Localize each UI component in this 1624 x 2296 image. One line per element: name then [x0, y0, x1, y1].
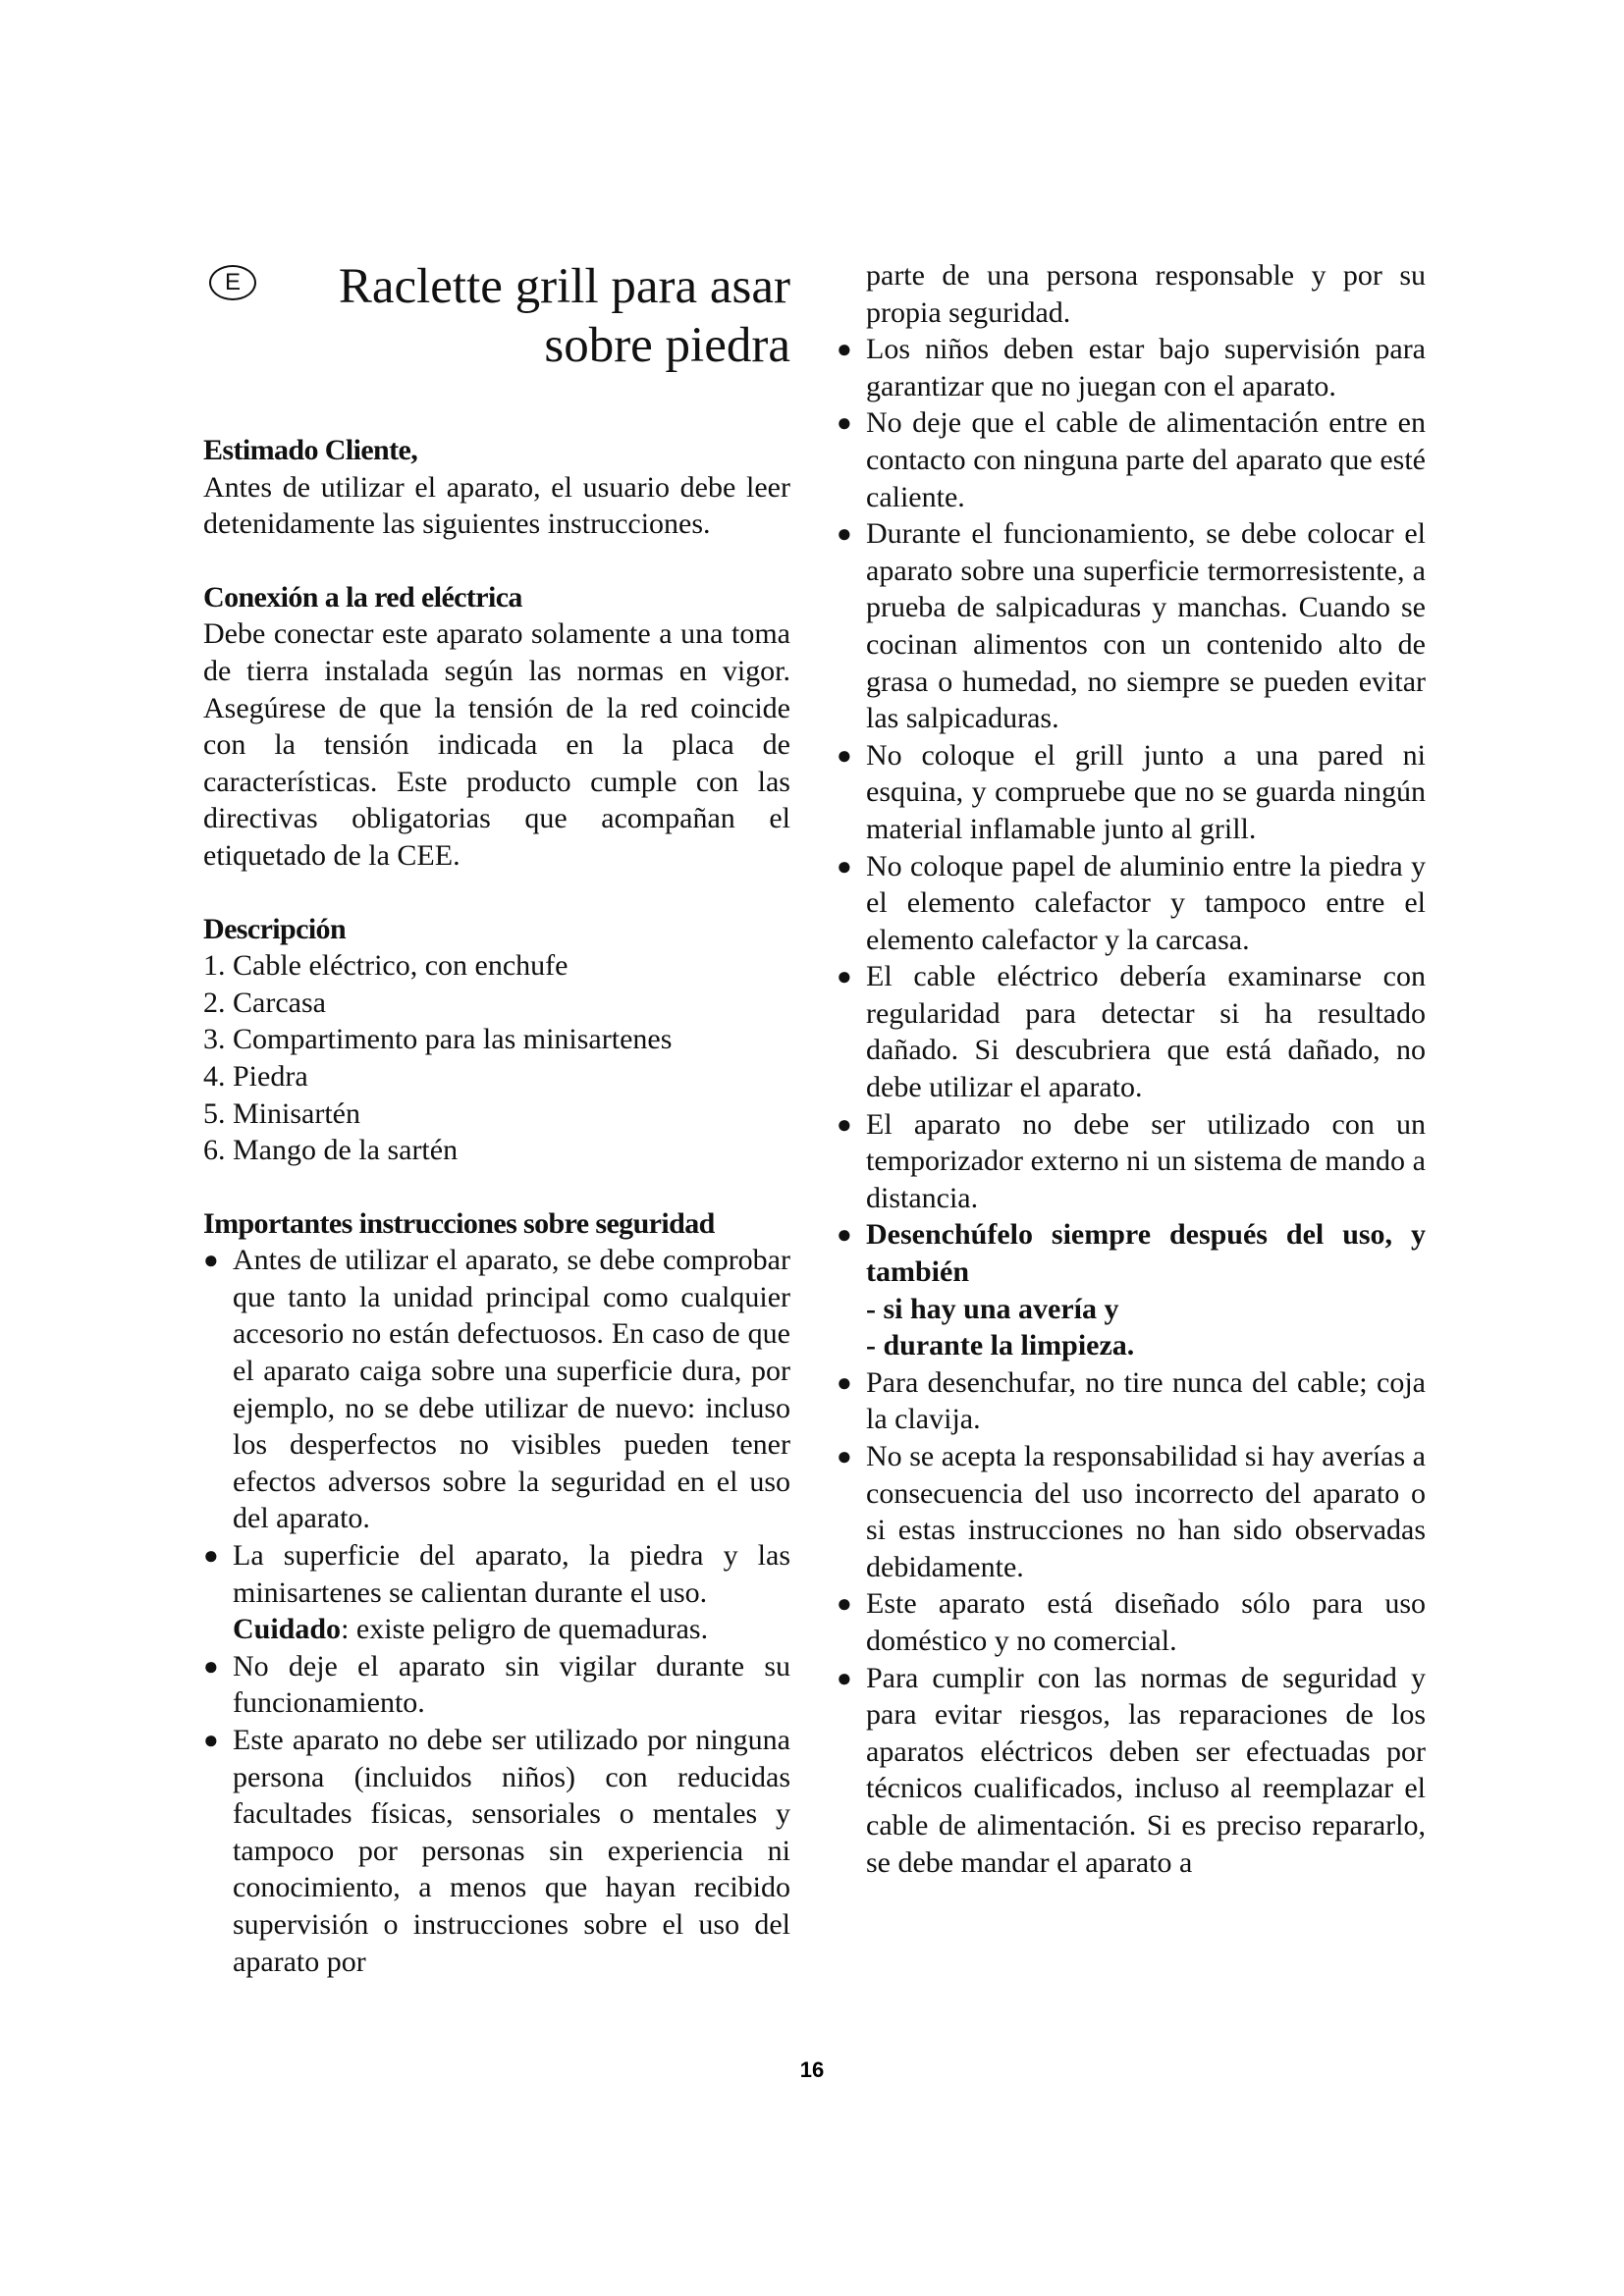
unplug-sub-1: - si hay una avería y	[866, 1292, 1119, 1325]
safety-item: ● No deje que el cable de alimentación entre en contacto con ninguna parte del aparato que esté caliente.	[837, 404, 1426, 515]
description-item: 6. Mango de la sartén	[203, 1134, 459, 1167]
language-badge: E	[209, 265, 256, 300]
safety-item-continuation: parte de una persona responsable y por su propia seguridad.	[866, 259, 1426, 329]
caution-text: : existe peligro de quemaduras.	[341, 1613, 709, 1646]
description-item: 4. Piedra	[203, 1059, 308, 1093]
description-item: 5. Minisartén	[203, 1096, 360, 1130]
safety-item: ● No se acepta la responsabilidad si hay averías a consecuencia del uso incorrecto del aparato o si estas instrucciones no han sido observadas debidamente.	[837, 1438, 1426, 1585]
intro-heading: Estimado Cliente,	[203, 434, 418, 466]
right-column	[837, 257, 1426, 1881]
description-heading: Descripción	[203, 912, 347, 945]
safety-item: ● Para cumplir con las normas de seguridad y para evitar riesgos, las reparaciones de los aparatos eléctricos deben ser efectuadas por técnicos cualificados, incluso al reemplazar el cable de alimentación. Si es preciso repararlo, se debe mandar el aparato a	[837, 1660, 1426, 1882]
connection-text: Debe conectar este aparato solamente a una toma de tierra instalada según las normas en vigor. Asegúrese de que la tensión de la red coincide con la tensión indicada en la placa de características. Este producto cumple con las directivas obligatorias que acompañan el etiquetado de la CEE.	[203, 617, 790, 872]
title-block	[203, 257, 790, 404]
safety-item: ● No coloque el grill junto a una pared ni esquina, y compruebe que no se guarda ningún material inflamable junto al grill.	[837, 737, 1426, 848]
connection-heading: Conexión a la red eléctrica	[203, 580, 522, 614]
safety-item: ● No coloque papel de aluminio entre la piedra y el elemento calefactor y tampoco entre el elemento calefactor y la carcasa.	[837, 848, 1426, 959]
unplug-sub-2: - durante la limpieza.	[866, 1329, 1135, 1362]
page-title	[339, 257, 790, 375]
safety-item: ● El aparato no debe ser utilizado con un temporizador externo ni un sistema de mando a distancia.	[837, 1106, 1426, 1217]
safety-item: ● Este aparato está diseñado sólo para uso doméstico y no comercial.	[837, 1585, 1426, 1659]
safety-item: ● Para desenchufar, no tire nunca del cable; coja la clavija.	[837, 1364, 1426, 1438]
safety-item: ● Este aparato no debe ser utilizado por ninguna persona (incluidos niños) con reducidas facultades físicas, sensoriales o mentales y tampoco por personas sin experiencia ni conocimiento, a menos que hayan recibido supervisión o instrucciones sobre el uso del aparato por	[203, 1722, 790, 1980]
intro-text: Antes de utilizar el aparato, el usuario debe leer detenidamente las siguientes instrucciones.	[203, 470, 790, 541]
safety-item: ● Antes de utilizar el aparato, se debe comprobar que tanto la unidad principal como cualquier accesorio no están defectuosos. En caso de que el aparato caiga sobre una superficie dura, por ejemplo, no se debe utilizar de nuevo: incluso los desperfectos no visibles pueden tener efectos adversos sobre la seguridad en el uso del aparato.	[203, 1242, 790, 1537]
unplug-text: Desenchúfelo siempre después del uso, y también	[866, 1218, 1426, 1289]
description-item: 3. Compartimento para las minisartenes	[203, 1023, 673, 1056]
title-line-2: sobre piedra	[544, 318, 790, 373]
description-item: 1. Cable eléctrico, con enchufe	[203, 949, 568, 983]
safety-heading: Importantes instrucciones sobre seguridad	[203, 1206, 715, 1240]
description-list	[203, 947, 790, 1169]
safety-item-text: La superficie del aparato, la piedra y las minisartenes se calientan durante el uso.	[233, 1539, 790, 1609]
title-line-1: Raclette grill para asar	[338, 259, 790, 314]
caution-label: Cuidado	[233, 1613, 342, 1646]
description-item: 2. Carcasa	[203, 986, 326, 1019]
page-number: 16	[799, 2057, 825, 2082]
safety-item: ● No deje el aparato sin vigilar durante su funcionamiento.	[203, 1648, 790, 1722]
safety-item: ● Durante el funcionamiento, se debe colocar el aparato sobre una superficie termorresistente, a prueba de salpicaduras y manchas. Cuando se cocinan alimentos con un contenido alto de grasa o humedad, no siempre se pueden evitar las salpicaduras.	[837, 515, 1426, 737]
left-column	[203, 257, 790, 1980]
safety-item: ● El cable eléctrico debería examinarse con regularidad para detectar si ha resultado dañado. Si descubriera que está dañado, no debe utilizar el aparato.	[837, 958, 1426, 1105]
safety-item-hot-surface	[203, 1537, 790, 1648]
safety-item: ● Los niños deben estar bajo supervisión para garantizar que no juegan con el aparato.	[837, 331, 1426, 404]
safety-item-unplug	[837, 1216, 1426, 1363]
